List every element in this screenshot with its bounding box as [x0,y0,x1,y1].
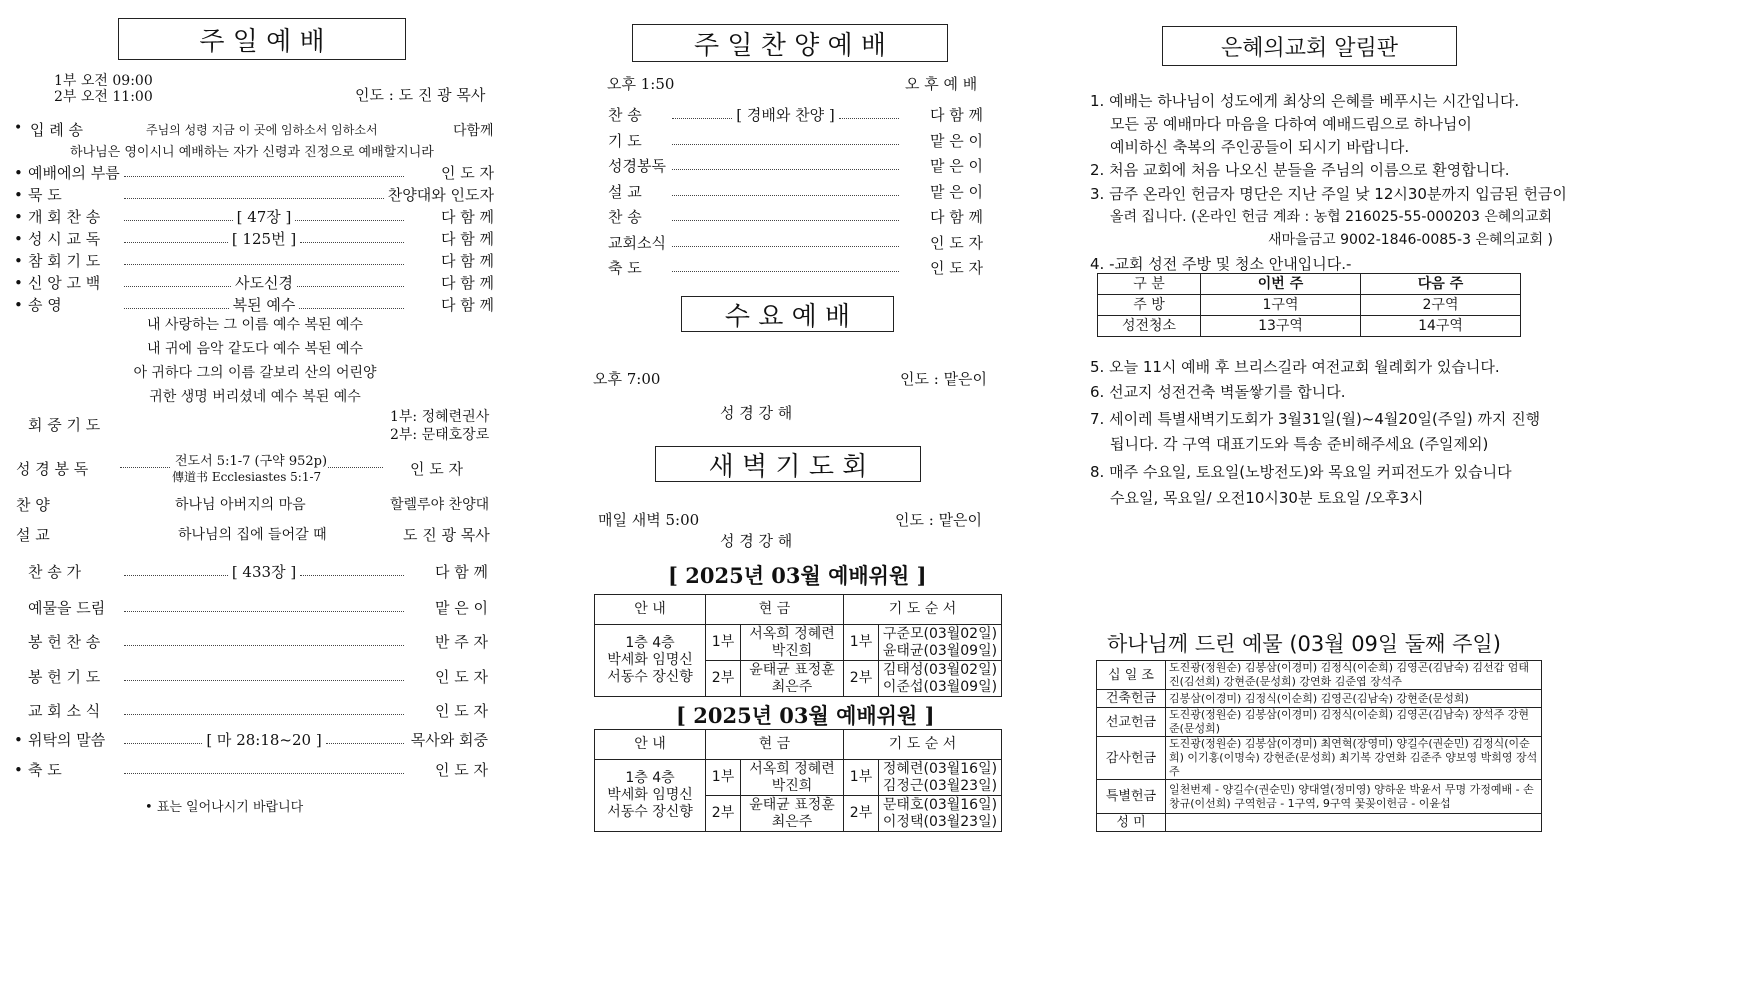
bullet-icon: • [14,251,23,270]
notice-2: 2. 처음 교회에 처음 나오신 분들을 주님의 이름으로 환영합니다. [1090,161,1510,179]
committee-table-2 [594,729,1002,832]
row-label: 신 앙 고 백 [28,274,101,292]
scripture-who: 인 도 자 [410,460,464,478]
sermon-label: 설 교 [16,526,50,544]
service-row [28,597,488,618]
hymn-line: 내 귀에 음악 같도다 예수 복된 예수 [146,341,364,357]
service-row [14,228,494,249]
part-1: 1부 [706,760,741,796]
hymn-line: 내 사랑하는 그 이름 예수 복된 예수 [146,317,364,333]
service-row [608,257,983,278]
dotted-leader [672,246,899,247]
bullet-icon: • [14,163,23,182]
part-2: 2부 [844,796,879,832]
offering-names: 도진광(정원순) 김봉삼(이경미) 김정식(이순희) 김영곤(김남숙) 김선갑 엄태진(김선희) 강현준(문성희) 강연화 김준엽 장석주 [1166,661,1542,690]
dotted-leader [672,220,899,221]
row-who: 다 함 께 [929,208,983,226]
dotted-leader [124,575,228,576]
service-row [608,155,983,176]
bullet-icon: • [14,207,23,226]
offering-list-title: 하나님께 드린 예물 (03월 09일 둘째 주일) [1107,632,1501,656]
choir-label: 찬 양 [16,496,50,514]
row-label: 봉 헌 기 도 [28,668,101,686]
header-prayer: 기 도 순 서 [844,595,1002,625]
row-label: 축 도 [608,259,642,277]
row-detail: [ 47장 ] [236,208,292,226]
row-who: 인 도 자 [929,259,983,277]
dotted-leader [124,743,202,744]
offering-category: 선교헌금 [1097,708,1166,737]
wednesday-leader: 인도 : 맡은이 [900,370,988,388]
row-who: 인 도 자 [434,702,488,720]
service-row [28,666,488,687]
call-verse: 하나님은 영이시니 예배하는 자가 신령과 진정으로 예배할지니라 [70,145,434,160]
service-row [28,700,488,721]
dotted-leader [124,308,229,309]
row-who: 목사와 회중 [410,731,489,749]
row-label: 개 회 찬 송 [28,208,101,226]
row-label: 묵 도 [28,186,62,204]
bullet-icon: • [14,273,23,292]
committee-table-1 [594,594,1002,697]
offering-category: 십 일 조 [1097,661,1166,690]
offering-category: 성 미 [1097,814,1166,832]
dotted-leader [124,220,233,221]
wednesday-time: 오후 7:00 [593,370,661,388]
notice-1-cont: 예비하신 축복의 주인공들이 되시기 바랍니다. [1110,138,1410,156]
row-who: 맡 은 이 [929,157,983,175]
scripture-ref-en: 傳道书 Ecclesiastes 5:1-7 [172,470,322,484]
prayer-2: 김태성(03월02일) 이준섭(03월09일) [879,661,1002,697]
sanctuary-this: 13구역 [1201,316,1361,337]
dawn-leader: 인도 : 맡은이 [895,511,983,529]
row-who: 다 함 께 [440,274,494,292]
kitchen-label: 주 방 [1098,295,1201,316]
prayer-who-1: 1부: 정혜련권사 [390,409,490,425]
notice-4: 4. -교회 성전 주방 및 청소 안내입니다.- [1090,255,1352,273]
choir-song: 하나님 아버지의 마음 [175,497,306,513]
offering-names: 김봉삼(이경미) 김정식(이순희) 김영곤(김남숙) 강현준(문성희) [1166,690,1542,708]
offering-2: 윤태균 표정훈 최은주 [741,661,844,697]
wednesday-content: 성 경 강 해 [720,404,793,422]
notice-5: 5. 오늘 11시 예배 후 브리스길라 여전교회 월례회가 있습니다. [1090,358,1500,376]
entrance-who: 다함께 [453,123,494,139]
row-who: 인 도 자 [440,164,494,182]
guide-cell: 1층 4층 박세화 임명신 서동수 장신향 [595,760,706,832]
dotted-leader [328,467,383,468]
row-label: 축 도 [28,761,62,779]
dotted-leader [672,118,732,119]
prayer-1: 구준모(03월02일) 윤태균(03월09일) [879,625,1002,661]
kitchen-this: 1구역 [1201,295,1361,316]
dotted-leader [297,286,404,287]
notice-1: 1. 예배는 하나님이 성도에게 최상의 은혜를 베푸시는 시간입니다. [1090,92,1520,110]
row-who: 반 주 자 [434,633,488,651]
service-row [608,130,983,151]
part-1: 1부 [706,625,741,661]
offering-1: 서옥희 정혜련 박진희 [741,625,844,661]
notice-8: 8. 매주 수요일, 토요일(노방전도)와 목요일 커피전도가 있습니다 [1090,463,1512,481]
offering-category: 감사헌금 [1097,737,1166,780]
offering-names: 일천번제 - 양길수(권순민) 양대열(정미영) 양하운 박윤서 무명 가정예배 - 손창규(이선희) 구역헌금 - 1구역, 9구역 꽃꽂이헌금 - 이윤섭 [1166,780,1542,814]
notice-7: 7. 세이레 특별새벽기도회가 3월31일(월)~4월20일(주일) 까지 진행 [1090,410,1541,428]
dotted-leader [300,242,404,243]
dotted-leader [124,680,404,681]
row-label: 봉 헌 찬 송 [28,633,101,651]
wednesday-title: 수 요 예 배 [681,296,894,332]
row-who: 다 함 께 [441,296,495,314]
worship-leader: 인도 : 도 진 광 목사 [355,86,486,104]
row-label: 교회소식 [608,233,666,252]
row-label: 찬 송 [608,106,642,124]
row-label: 교 회 소 식 [28,702,101,720]
dotted-leader [120,467,170,468]
row-label: 성 시 교 독 [28,230,101,248]
cleaning-table [1097,273,1521,337]
bulletin-board-title: 은혜의교회 알림판 [1162,26,1457,66]
service-row [608,104,983,125]
header-guide: 안 내 [595,730,706,760]
row-who: 다 함 께 [440,230,494,248]
footnote: • 표는 일어나시기 바랍니다 [145,800,304,815]
kitchen-next: 2구역 [1361,295,1521,316]
row-detail: [ 경배와 찬양 ] [736,106,835,124]
bullet-icon: • [14,120,23,136]
dotted-leader [124,286,231,287]
praise-service: 오 후 예 배 [905,75,978,93]
clean-header: 이번 주 [1201,274,1361,295]
dotted-leader [124,773,404,774]
notice-3-cont: 새마을금고 9002-1846-0085-3 은혜의교회 ) [1268,232,1554,248]
sermon-title: 하나님의 집에 들어갈 때 [178,527,327,543]
sunday-worship-title: 주 일 예 배 [118,18,406,60]
bullet-icon: • [14,229,23,248]
service-time-2: 2부 오전 11:00 [54,89,153,105]
hymn-line: 귀한 생명 버리셨네 예수 복된 예수 [149,389,361,405]
row-label: 송 영 [28,296,62,314]
sanctuary-label: 성전청소 [1098,316,1201,337]
row-detail: [ 433장 ] [231,563,297,581]
prayer-1: 정혜련(03월16일) 김정근(03월23일) [879,760,1002,796]
row-detail: [ 마 28:18~20 ] [206,731,322,749]
row-who: 맡 은 이 [929,182,983,201]
entrance-song: 주님의 성령 지금 이 곳에 임하소서 임하소서 [146,123,378,137]
sermon-preacher: 도 진 광 목사 [403,526,490,544]
service-row [14,759,488,780]
row-who: 다 함 께 [434,563,488,581]
row-label: 찬 송 가 [28,563,82,581]
prayer-2: 문태호(03월16일) 이정택(03월23일) [879,796,1002,832]
entrance-label: 입 례 송 [30,121,84,139]
row-detail: 사도신경 [235,274,293,292]
clean-header: 구 분 [1098,274,1201,295]
service-row [28,631,488,652]
dotted-leader [672,169,899,170]
bullet-icon: • [14,295,23,314]
dotted-leader [124,264,404,265]
row-label: 참 회 기 도 [28,252,101,270]
dotted-leader [295,220,404,221]
scripture-label: 성 경 봉 독 [16,460,89,478]
dotted-leader [124,176,404,177]
header-offering: 현 금 [706,730,844,760]
row-detail: 복된 예수 [232,296,296,314]
service-row [14,162,494,183]
service-row [608,181,983,202]
row-who: 다 함 께 [929,106,983,124]
row-who: 맡 은 이 [434,599,488,617]
dotted-leader [839,118,899,119]
service-time-1: 1부 오전 09:00 [54,73,153,89]
praise-time: 오후 1:50 [607,75,675,93]
hymn-line: 아 귀하다 그의 이름 갈보리 산의 어린양 [133,365,377,381]
notice-3-cont: 올려 집니다. (온라인 헌금 계좌 : 농협 216025-55-000203 은혜의교회 [1110,209,1552,225]
row-who: 인 도 자 [434,668,488,686]
service-row [14,206,494,227]
header-guide: 안 내 [595,595,706,625]
row-who: 맡 은 이 [929,131,983,150]
row-who: 인 도 자 [929,233,983,252]
part-1: 1부 [844,625,879,661]
guide-cell: 1층 4층 박세화 임명신 서동수 장신향 [595,625,706,697]
service-row [14,250,494,271]
sanctuary-next: 14구역 [1361,316,1521,337]
dotted-leader [124,714,404,715]
part-2: 2부 [706,661,741,697]
row-detail: [ 125번 ] [231,230,297,248]
offering-names: 도진광(정원순) 김봉삼(이경미) 김정식(이순희) 김영곤(김남숙) 장석주 강현준(문성희) [1166,708,1542,737]
service-row [608,206,983,227]
offering-table [1096,660,1542,832]
offering-category: 건축헌금 [1097,690,1166,708]
praise-worship-title: 주 일 찬 양 예 배 [632,24,948,62]
dawn-time: 매일 새벽 5:00 [598,511,700,529]
header-offering: 현 금 [706,595,844,625]
committee-title-2: [ 2025년 03월 예배위원 ] [676,703,935,728]
part-2: 2부 [844,661,879,697]
offering-names: 도진광(정원순) 김봉삼(이경미) 최연혁(장영미) 양길수(권순민) 김정식(이순희) 이기홍(이명숙) 강현준(문성희) 최기복 강연화 김준주 양보영 박희영 장석주 [1166,737,1542,780]
header-prayer: 기 도 순 서 [844,730,1002,760]
bullet-icon: • [14,185,23,204]
row-label: 기 도 [608,131,642,150]
row-who: 찬양대와 인도자 [387,186,494,204]
choir-who: 할렐루야 찬양대 [390,497,490,513]
dawn-content: 성 경 강 해 [720,532,793,550]
dotted-leader [300,575,404,576]
notice-6: 6. 선교지 성전건축 벽돌쌓기를 합니다. [1090,383,1346,401]
service-row [608,232,983,253]
dotted-leader [672,195,899,196]
row-label: 찬 송 [608,208,642,226]
row-label: 위탁의 말씀 [28,731,106,749]
dawn-prayer-title: 새 벽 기 도 회 [655,446,921,482]
dotted-leader [124,645,404,646]
service-row [14,184,494,205]
row-who: 다 함 께 [440,252,494,270]
bullet-icon: • [14,730,23,749]
dotted-leader [326,743,404,744]
part-2: 2부 [706,796,741,832]
dotted-leader [124,198,384,199]
dotted-leader [124,242,228,243]
notice-8-cont: 수요일, 목요일/ 오전10시30분 토요일 /오후3시 [1110,489,1424,507]
row-who: 다 함 께 [441,208,495,226]
committee-title-1: [ 2025년 03월 예배위원 ] [668,563,927,588]
row-label: 설 교 [608,182,642,201]
row-label: 예배에의 부름 [28,164,120,182]
service-row [28,561,488,582]
bullet-icon: • [14,760,23,779]
offering-2: 윤태균 표정훈 최은주 [741,796,844,832]
clean-header: 다음 주 [1361,274,1521,295]
prayer-who-2: 2부: 문태호장로 [390,427,490,443]
offering-1: 서옥희 정혜련 박진희 [741,760,844,796]
dotted-leader [672,271,899,272]
notice-1-cont: 모든 공 예배마다 마음을 다하여 예배드림으로 하나님이 [1110,115,1472,133]
row-who: 인 도 자 [434,761,488,779]
service-row [14,294,494,315]
part-1: 1부 [844,760,879,796]
notice-3: 3. 금주 온라인 헌금자 명단은 지난 주일 낮 12시30분까지 입금된 헌금이 [1090,185,1567,203]
service-row [14,729,488,750]
dotted-leader [672,144,899,145]
scripture-ref: 전도서 5:1-7 (구약 952p) [175,454,328,469]
dotted-leader [299,308,404,309]
row-label: 예물을 드림 [28,599,106,617]
offering-names [1166,814,1542,832]
notice-7-cont: 됩니다. 각 구역 대표기도와 특송 준비해주세요 (주일제외) [1110,435,1489,453]
row-label: 성경봉독 [608,157,666,175]
prayer-label: 회 중 기 도 [28,416,101,434]
service-row [14,272,494,293]
offering-category: 특별헌금 [1097,780,1166,814]
dotted-leader [124,611,404,612]
